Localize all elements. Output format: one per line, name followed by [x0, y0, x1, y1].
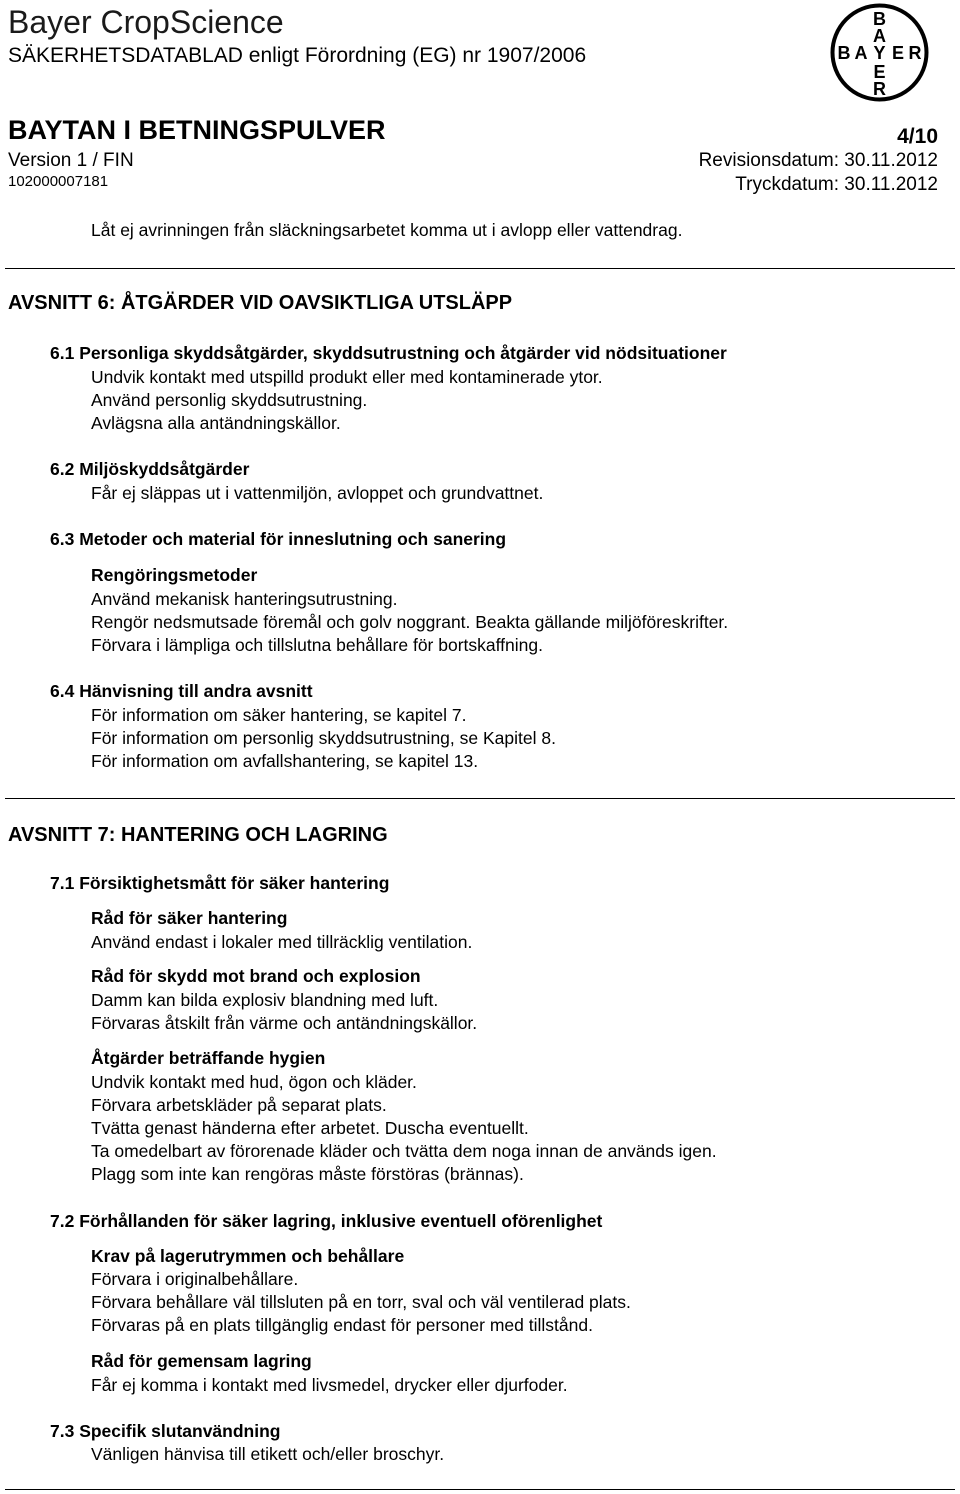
text-line: Använd endast i lokaler med tillräcklig ventilation. [91, 932, 473, 952]
text-line: Undvik kontakt med hud, ögon och kläder. [91, 1072, 417, 1092]
group-title: Råd för säker hantering [91, 908, 288, 928]
text-line: Får ej släppas ut i vattenmiljön, avloppet och grundvattnet. [91, 483, 544, 503]
subsection-6-2-title: 6.2 Miljöskyddsåtgärder [50, 459, 250, 479]
text-line: Förvaras åtskilt från värme och antändningskällor. [91, 1013, 478, 1033]
logo-letter-v1: B [873, 9, 886, 29]
logo-letter-h1: B [837, 43, 851, 63]
logo-letter-v5: R [873, 79, 886, 99]
page-number: 4/10 [897, 125, 938, 148]
text-line: Förvara behållare väl tillsluten på en torr, sval och väl ventilerad plats. [91, 1292, 631, 1312]
logo-letter-h5: R [908, 43, 922, 63]
text-line: För information om avfallshantering, se kapitel 13. [91, 751, 479, 771]
document-type: SÄKERHETSDATABLAD enligt Förordning (EG) nr 1907/2006 [8, 44, 587, 67]
subsection-6-4-title: 6.4 Hänvisning till andra avsnitt [50, 681, 313, 701]
subsection-7-2-title: 7.2 Förhållanden för säker lagring, inklusive eventuell oförenlighet [50, 1211, 603, 1231]
version-label: Version 1 / FIN [8, 150, 134, 171]
subsection-6-3-title: 6.3 Metoder och material för inneslutning och sanering [50, 529, 507, 549]
bayer-cross-logo [829, 2, 930, 103]
text-line: Plagg som inte kan rengöras måste förstöras (brännas). [91, 1164, 524, 1184]
company-name: Bayer CropScience [8, 4, 284, 40]
text-line: Ta omedelbart av förorenade kläder och tvätta dem noga innan de används igen. [91, 1141, 717, 1161]
section-divider [5, 1489, 955, 1490]
group-title: Krav på lagerutrymmen och behållare [91, 1246, 405, 1266]
text-line: Rengör nedsmutsade föremål och golv noggrant. Beakta gällande miljöföreskrifter. [91, 612, 729, 632]
text-line: Använd mekanisk hanteringsutrustning. [91, 589, 398, 609]
subsection-7-1-title: 7.1 Försiktighetsmått för säker hantering [50, 873, 390, 893]
text-line: Undvik kontakt med utspilld produkt eller med kontaminerade ytor. [91, 367, 603, 387]
text-line: Förvara i lämpliga och tillslutna behållare för bortskaffning. [91, 635, 543, 655]
text-line: Förvaras på en plats tillgänglig endast för personer med tillstånd. [91, 1315, 593, 1335]
logo-letter-h3: Y [873, 43, 886, 63]
text-line: Avlägsna alla antändningskällor. [91, 413, 341, 433]
text-line: Förvara i originalbehållare. [91, 1269, 299, 1289]
logo-letter-v4: E [873, 62, 886, 82]
group-title: Åtgärder beträffande hygien [91, 1048, 326, 1068]
group-title: Råd för skydd mot brand och explosion [91, 966, 421, 986]
section-7-title: AVSNITT 7: HANTERING OCH LAGRING [8, 824, 388, 846]
text-line: Får ej komma i kontakt med livsmedel, drycker eller djurfoder. [91, 1375, 568, 1395]
text-line: För information om säker hantering, se kapitel 7. [91, 705, 467, 725]
section-6-title: AVSNITT 6: ÅTGÄRDER VID OAVSIKTLIGA UTSLÄPP [8, 292, 513, 314]
section-divider [5, 798, 955, 799]
subsection-6-3-subtitle: Rengöringsmetoder [91, 565, 258, 585]
logo-letter-h2: A [854, 43, 868, 63]
logo-letter-v2: A [873, 26, 886, 46]
text-line: Damm kan bilda explosiv blandning med luft. [91, 990, 439, 1010]
revision-date: Revisionsdatum: 30.11.2012 [698, 150, 938, 171]
text-line: Vänligen hänvisa till etikett och/eller broschyr. [91, 1444, 445, 1464]
text-line: Förvara arbetskläder på separat plats. [91, 1095, 387, 1115]
subsection-7-3-title: 7.3 Specifik slutanvändning [50, 1421, 281, 1441]
subsection-6-1-title: 6.1 Personliga skyddsåtgärder, skyddsutrustning och åtgärder vid nödsituationer [50, 343, 727, 363]
section-divider [5, 268, 955, 269]
document-number: 102000007181 [8, 173, 109, 190]
group-title: Råd för gemensam lagring [91, 1351, 312, 1371]
logo-letter-h4: E [891, 43, 905, 63]
intro-line: Låt ej avrinningen från släckningsarbetet komma ut i avlopp eller vattendrag. [91, 220, 683, 240]
print-date: Tryckdatum: 30.11.2012 [735, 174, 938, 195]
text-line: Använd personlig skyddsutrustning. [91, 390, 368, 410]
text-line: Tvätta genast händerna efter arbetet. Duscha eventuellt. [91, 1118, 529, 1138]
product-name: BAYTAN I BETNINGSPULVER [8, 115, 386, 145]
text-line: För information om personlig skyddsutrustning, se Kapitel 8. [91, 728, 556, 748]
